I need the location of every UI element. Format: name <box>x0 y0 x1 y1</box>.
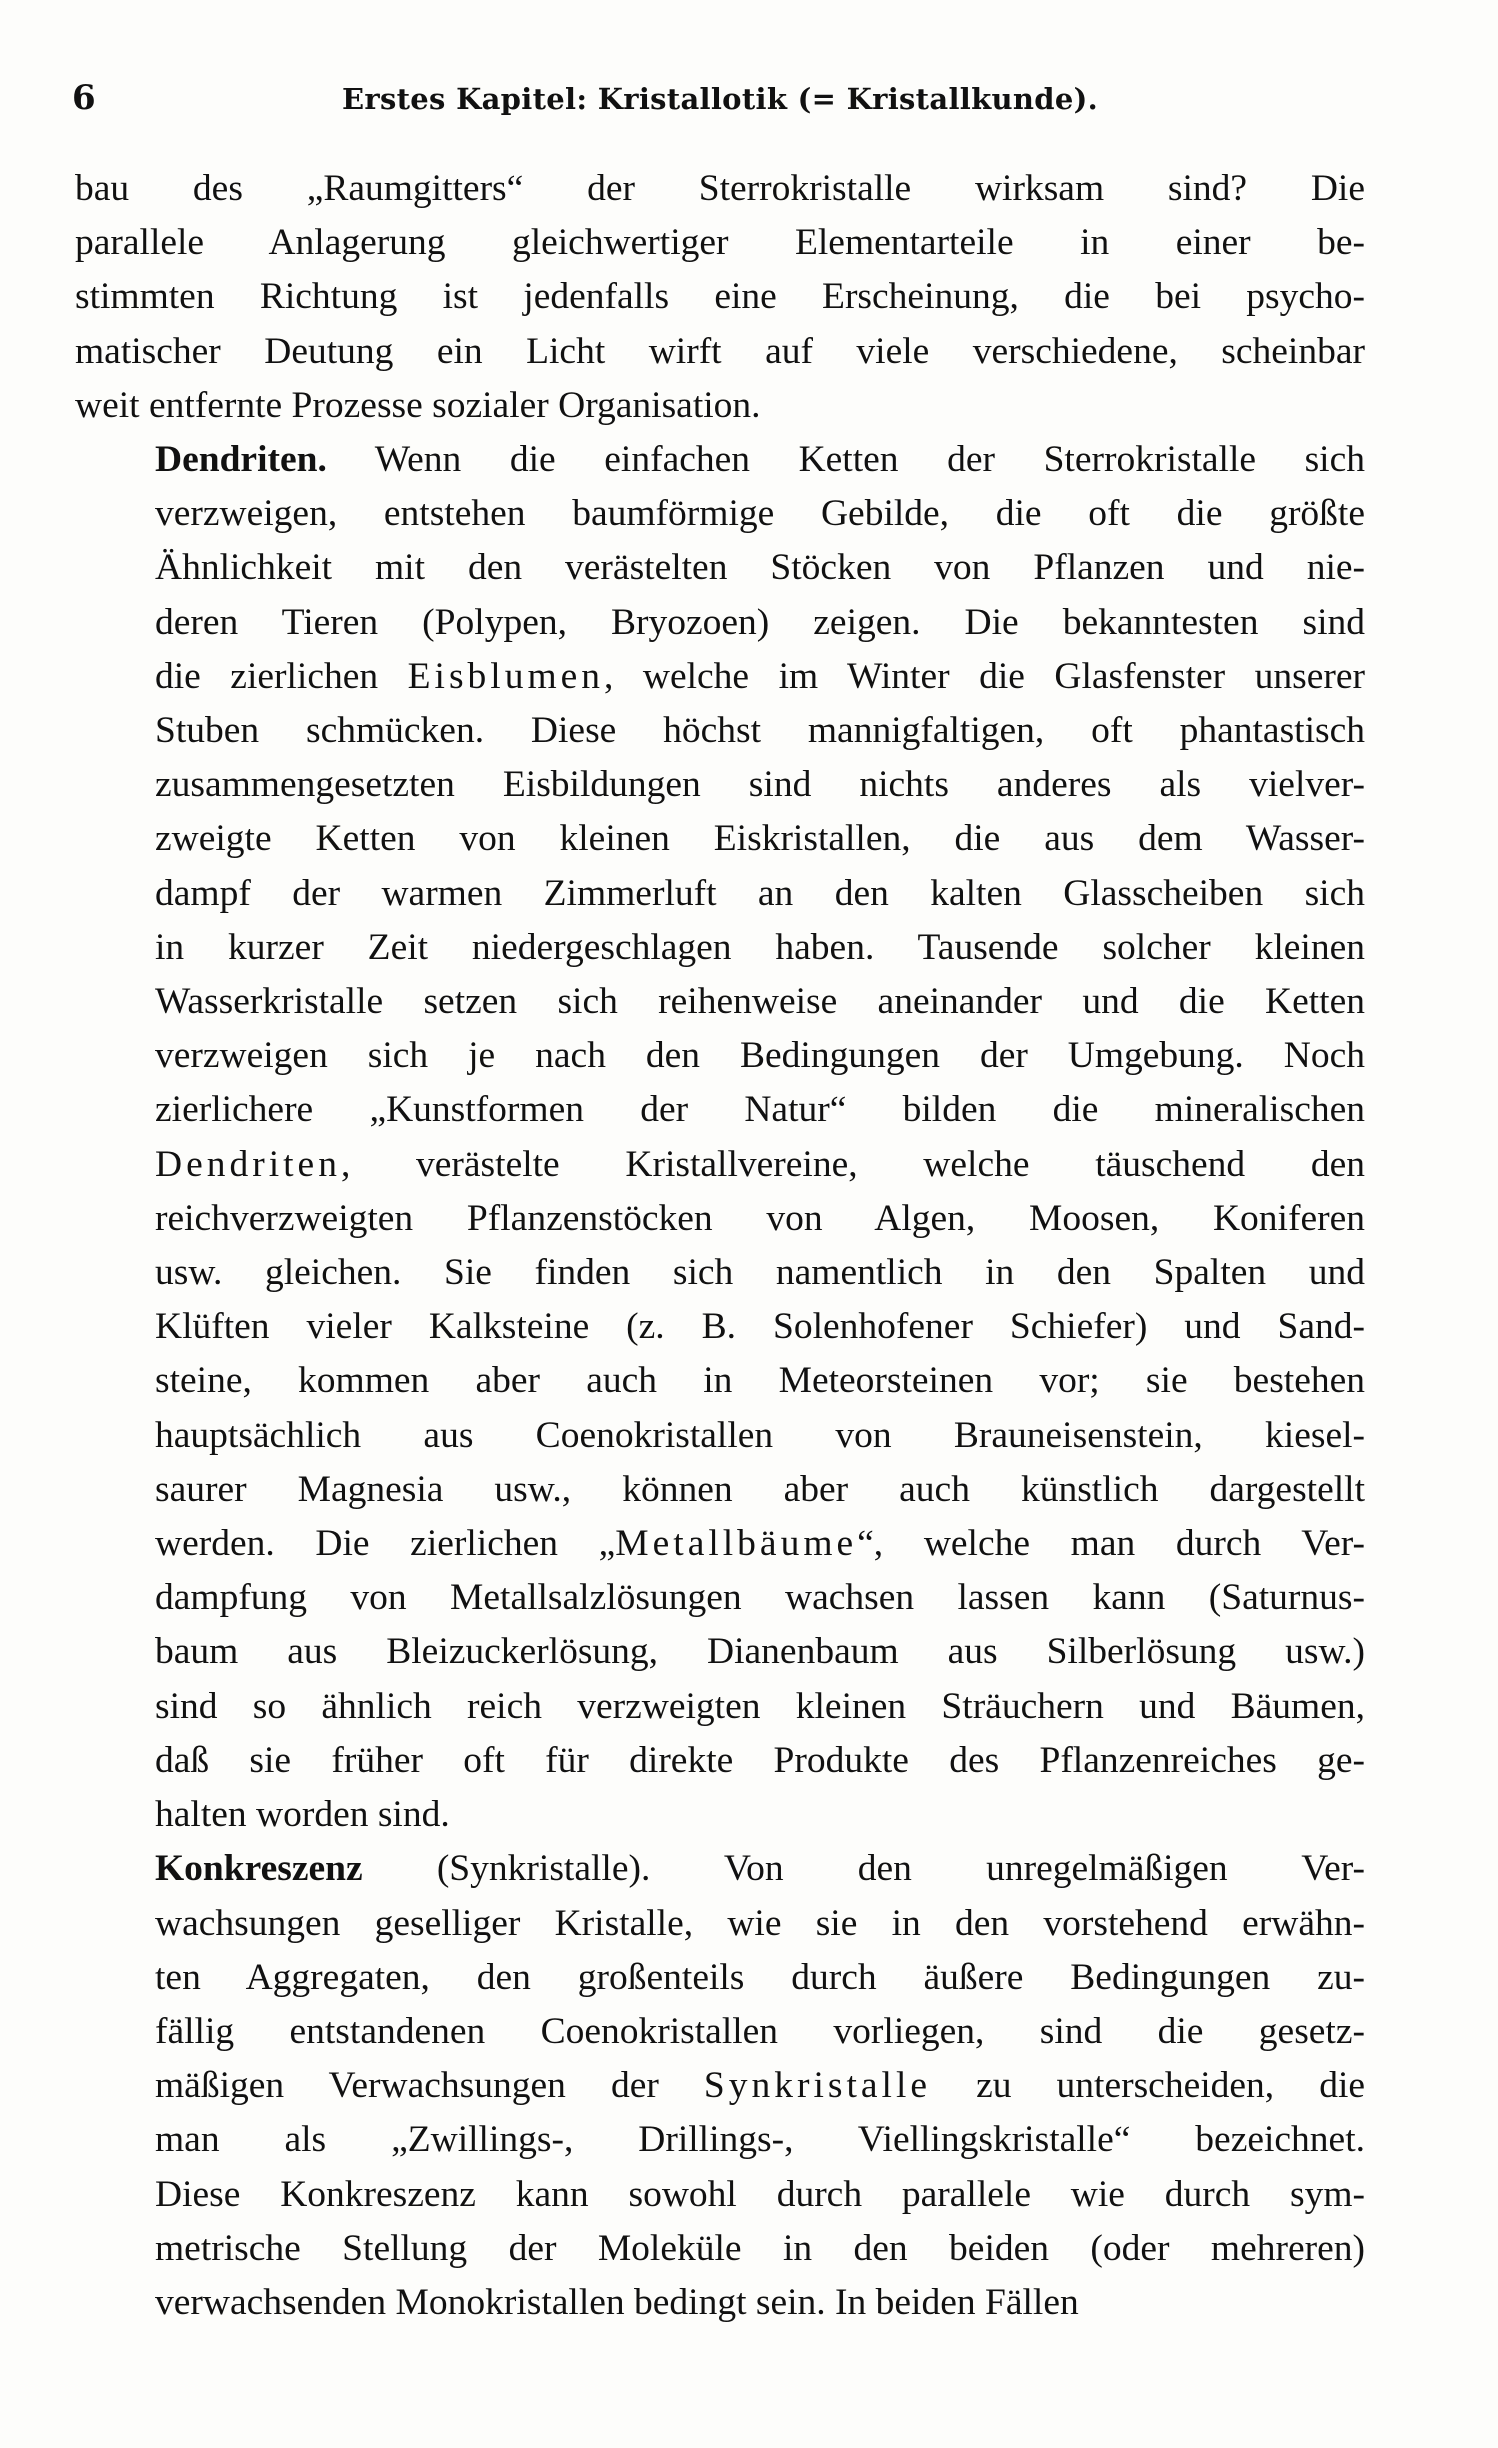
paragraph-heading: Dendriten. <box>155 439 327 481</box>
text-line <box>75 704 1365 758</box>
text-run: “, welche man durch Ver- <box>857 1523 1366 1565</box>
text-run: wachsungen geselliger Kristalle, wie sie in den vorstehend erwähn- <box>155 1902 1365 1944</box>
emphasized-term: Dendriten <box>155 1143 341 1185</box>
text-run: in kurzer Zeit niedergeschlagen haben. Tausende solcher kleinen <box>155 926 1365 968</box>
text-line <box>75 650 1365 704</box>
text-run: Ähnlichkeit mit den verästelten Stöcken von Pflanzen und nie- <box>155 547 1365 589</box>
text-line <box>75 1463 1365 1517</box>
text-run: bau des „Raumgitters“ der Sterrokristalle wirksam sind? Die <box>75 168 1365 209</box>
text-line <box>75 975 1365 1029</box>
text-run: sind so ähnlich reich verzweigten kleinen Sträuchern und Bäumen, <box>155 1685 1365 1727</box>
text-run: die zierlichen <box>155 655 408 697</box>
paragraph <box>75 1842 1365 2330</box>
text-line <box>75 487 1365 541</box>
text-run: ten Aggregaten, den großenteils durch äußere Bedingungen zu- <box>155 1956 1365 1998</box>
text-run: dampf der warmen Zimmerluft an den kalten Glasscheiben sich <box>155 872 1365 914</box>
text-run: halten worden sind. <box>155 1794 450 1836</box>
text-line <box>75 270 1365 324</box>
text-line <box>75 2222 1365 2276</box>
emphasized-term: Synkristalle <box>703 2065 932 2107</box>
text-line <box>75 1409 1365 1463</box>
text-line <box>75 1192 1365 1246</box>
text-run: zierlichere „Kunstformen der Natur“ bilden die mineralischen <box>155 1089 1365 1131</box>
text-line <box>75 1734 1365 1788</box>
paragraph-heading: Konkreszenz <box>155 1848 363 1890</box>
text-line <box>75 1625 1365 1679</box>
text-line <box>75 216 1365 270</box>
text-line <box>75 1300 1365 1354</box>
text-line <box>75 1246 1365 1300</box>
text-run: reichverzweigten Pflanzenstöcken von Algen, Moosen, Koniferen <box>155 1197 1365 1239</box>
emphasized-term: Eisblumen <box>407 655 605 697</box>
text-run: verwachsenden Monokristallen bedingt sein. In beiden Fällen <box>155 2281 1079 2323</box>
text-line <box>75 379 1365 433</box>
paragraph <box>75 162 1365 433</box>
text-run: zweigte Ketten von kleinen Eiskristallen, die aus dem Wasser- <box>155 818 1365 860</box>
text-line <box>75 2113 1365 2167</box>
text-run: werden. Die zierlichen „ <box>155 1523 616 1565</box>
text-line <box>75 2059 1365 2113</box>
text-line <box>75 1951 1365 2005</box>
text-line <box>75 2168 1365 2222</box>
text-line <box>75 541 1365 595</box>
text-run: Stuben schmücken. Diese höchst mannigfaltigen, oft phantastisch <box>155 710 1365 752</box>
text-line <box>75 812 1365 866</box>
text-line <box>75 1571 1365 1625</box>
running-head: Erstes Kapitel: Kristallotik (= Kristallkunde). <box>342 82 1098 116</box>
text-run: matischer Deutung ein Licht wirft auf viele verschiedene, scheinbar <box>75 330 1365 372</box>
text-line <box>75 596 1365 650</box>
text-line <box>75 1517 1365 1571</box>
text-run: zusammengesetzten Eisbildungen sind nichts anderes als vielver- <box>155 764 1365 806</box>
body-text <box>75 162 1365 2330</box>
text-line <box>75 1788 1365 1842</box>
text-run: parallele Anlagerung gleichwertiger Elementarteile in einer be- <box>75 222 1365 264</box>
text-line <box>75 2276 1365 2330</box>
text-line <box>75 433 1365 487</box>
text-run: man als „Zwillings-, Drillings-, Viellingskristalle“ bezeichnet. <box>155 2119 1365 2161</box>
text-run: Wenn die einfachen Ketten der Sterrokristalle sich <box>326 439 1365 481</box>
text-run: , verästelte Kristallvereine, welche täuschend den <box>340 1143 1365 1185</box>
text-run: mäßigen Verwachsungen der <box>155 2065 704 2107</box>
text-run: verzweigen, entstehen baumförmige Gebilde, die oft die größte <box>155 493 1365 535</box>
text-run: Diese Konkreszenz kann sowohl durch parallele wie durch sym- <box>155 2173 1365 2215</box>
page-number: 6 <box>72 78 96 118</box>
text-line <box>75 1029 1365 1083</box>
text-run: metrische Stellung der Moleküle in den beiden (oder mehreren) <box>155 2227 1365 2269</box>
text-run: , welche im Winter die Glasfenster unserer <box>604 655 1365 697</box>
text-run: hauptsächlich aus Coenokristallen von Brauneisenstein, kiesel- <box>155 1414 1365 1456</box>
text-run: steine, kommen aber auch in Meteorsteinen vor; sie bestehen <box>155 1360 1365 1402</box>
text-line <box>75 1680 1365 1734</box>
text-line <box>75 1842 1365 1896</box>
text-run: usw. gleichen. Sie finden sich namentlich in den Spalten und <box>155 1252 1365 1294</box>
text-run: saurer Magnesia usw., können aber auch künstlich dargestellt <box>155 1468 1365 1510</box>
text-run: zu unterscheiden, die <box>931 2065 1366 2107</box>
text-line <box>75 1354 1365 1408</box>
text-line <box>75 2005 1365 2059</box>
paragraph <box>75 433 1365 1842</box>
text-line <box>75 1897 1365 1951</box>
text-line <box>75 1138 1365 1192</box>
text-run: fällig entstandenen Coenokristallen vorliegen, sind die gesetz- <box>155 2010 1365 2052</box>
text-run: weit entfernte Prozesse sozialer Organisation. <box>75 384 761 426</box>
page-header <box>72 78 1372 128</box>
text-line <box>75 921 1365 975</box>
text-line <box>75 1083 1365 1137</box>
text-line <box>75 758 1365 812</box>
text-run: baum aus Bleizuckerlösung, Dianenbaum aus Silberlösung usw.) <box>155 1631 1365 1673</box>
text-run: Klüften vieler Kalksteine (z. B. Solenhofener Schiefer) und Sand- <box>155 1306 1365 1348</box>
text-line <box>75 162 1365 216</box>
text-run: stimmten Richtung ist jedenfalls eine Erscheinung, die bei psycho- <box>75 276 1365 318</box>
text-line <box>75 867 1365 921</box>
text-run: (Synkristalle). Von den unregelmäßigen Ver- <box>362 1848 1365 1890</box>
text-run: verzweigen sich je nach den Bedingungen der Umgebung. Noch <box>155 1035 1365 1077</box>
text-run: dampfung von Metallsalzlösungen wachsen lassen kann (Saturnus- <box>155 1577 1365 1619</box>
text-run: deren Tieren (Polypen, Bryozoen) zeigen. Die bekanntesten sind <box>155 601 1365 643</box>
emphasized-term: Metallbäume <box>615 1523 858 1565</box>
text-run: daß sie früher oft für direkte Produkte des Pflanzenreiches ge- <box>155 1739 1365 1781</box>
text-run: Wasserkristalle setzen sich reihenweise aneinander und die Ketten <box>155 981 1365 1023</box>
text-line <box>75 325 1365 379</box>
